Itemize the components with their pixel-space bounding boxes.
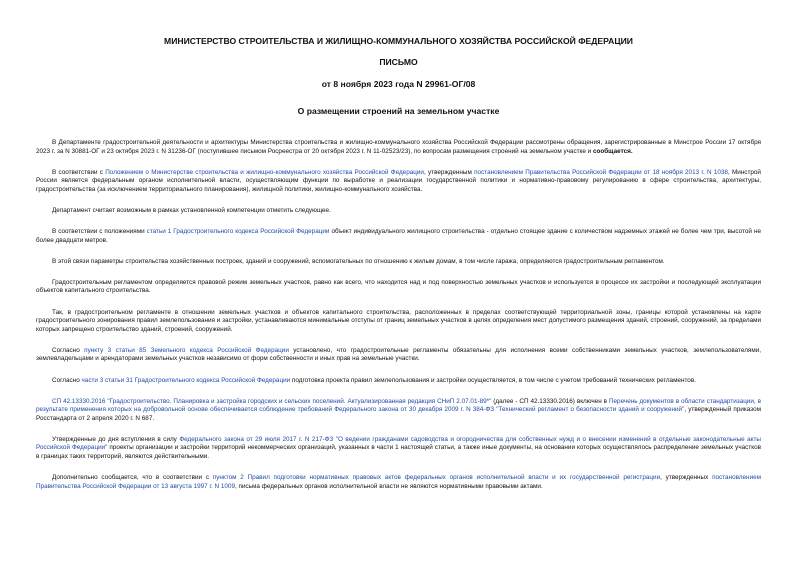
text-run: , письма федеральных органов исполнительной власти не являются нормативными правовыми актами. bbox=[234, 482, 543, 490]
document-link[interactable]: СП 42.13330.2016 bbox=[52, 397, 106, 405]
text-run: В соответствии с положениями bbox=[52, 228, 147, 236]
paragraph-8 bbox=[36, 347, 761, 364]
text-run: (далее - СП 42.13330.2016) включен в bbox=[491, 397, 609, 405]
paragraph-4 bbox=[36, 228, 761, 245]
paragraph-6 bbox=[36, 279, 761, 296]
text-run: Согласно bbox=[52, 376, 82, 384]
text-run: , Минстрой России является федеральным органом исполнительной власти, осуществляющим функции по выработке и реализации государственной политики и нормативно-правовому регулированию в сфере строительства, архитектуры, градостроительства (за исключением территориального планирования), жилищной политики, жилищно-коммунального хозяйства. bbox=[36, 168, 761, 193]
document-link[interactable]: "Градостроительство. Планировка и застройка городских и сельских поселений. Актуализированная редакция СНиП 2.07.01-89*" bbox=[105, 397, 492, 405]
paragraph-2 bbox=[36, 169, 761, 195]
document-link[interactable]: части 3 статьи 31 Градостроительного кодекса Российской Федерации bbox=[81, 376, 291, 384]
document-type: ПИСЬМО bbox=[379, 57, 418, 67]
text-run: В этой связи параметры строительства хозяйственных построек, зданий и сооружений, вспомогательных по отношению к жилым домам, в том числе гаража, определяются градостроительным регламентом. bbox=[52, 257, 665, 265]
paragraph-1 bbox=[36, 139, 761, 156]
text-run: , утвержденный приказом Росстандарта от 2 апреля 2020 г. N 687. bbox=[36, 406, 761, 422]
text-run: установлено, что градостроительные регламенты обязательны для исполнения всеми собственниками земельных участков, землепользователями, землевладельцами и арендаторами земельных участков независимо от форм собственности и иных прав на земельные участки. bbox=[36, 346, 762, 363]
text-run: Утвержденные до дня вступления в силу bbox=[52, 435, 180, 443]
document-link[interactable]: Положением о Министерстве строительства и жилищно-коммунального хозяйства Российской Федерации bbox=[105, 168, 424, 176]
text-run: , утвержденным bbox=[423, 168, 475, 176]
document-link[interactable]: статьи 1 Градостроительного кодекса Российской Федерации bbox=[146, 228, 330, 236]
text-run: подготовка проекта правил землепользования и застройки осуществляется, в том числе с учетом требований технических регламентов. bbox=[290, 376, 696, 384]
text-run: В Департаменте градостроительной деятельности и архитектуры Министерства строительства и жилищно-коммунального хозяйства Российской Федерации рассмотрены обращения, зарегистрированные в Минстрое России 17 октября 2023 г. за N 30881-ОГ и 23 октября 2023 г. N 31236-ОГ (поступившее письмом Росреестра от 20 октября 2023 г. N 11-02523/23), по вопросам размещения строений на земельном участке и bbox=[36, 139, 761, 155]
paragraph-11 bbox=[36, 436, 761, 462]
ministry-heading: МИНИСТЕРСТВО СТРОИТЕЛЬСТВА И ЖИЛИЩНО-КОММУНАЛЬНОГО ХОЗЯЙСТВА РОССИЙСКОЙ ФЕДЕРАЦИИ bbox=[164, 36, 633, 46]
text-run: объект индивидуального жилищного строительства - отдельно стоящее здание с количеством надземных этажей не более чем три, высотой не более двадцати метров. bbox=[36, 228, 761, 244]
document-link[interactable]: пункту 3 статьи 85 Земельного кодекса Российской Федерации bbox=[84, 346, 289, 354]
text-run: , утвержденных bbox=[660, 474, 713, 482]
paragraph-7 bbox=[36, 309, 761, 335]
text-run: Так, в градостроительном регламенте в отношении земельных участков и объектов капитального строительства, расположенных в пределах соответствующей территориальной зоны, границы которой установлены на карте градостроительного зонирования правил землепользования и застройки, устанавливаются минимальные отступы от границ земельных участков в целях определения мест допустимого размещения зданий, строений, сооружений, за пределами которых запрещено строительство зданий, строений, сооружений. bbox=[36, 308, 761, 333]
document-link[interactable]: постановлением Правительства Российской Федерации от 13 августа 1997 г. N 1009 bbox=[36, 474, 761, 490]
paragraph-3 bbox=[36, 207, 761, 216]
paragraph-9 bbox=[36, 377, 761, 386]
text-run: Согласно bbox=[52, 346, 85, 354]
bold-text: сообщается. bbox=[592, 147, 633, 155]
document-date-number: от 8 ноября 2023 года N 29961-ОГ/08 bbox=[321, 79, 476, 89]
document-subject: О размещении строений на земельном участке bbox=[297, 106, 500, 116]
text-run: Дополнительно сообщается, что в соответствии с bbox=[52, 474, 213, 482]
document-body bbox=[36, 139, 761, 491]
text-run: В соответствии с bbox=[52, 168, 106, 176]
text-run: Департамент считает возможным в рамках установленной компетенции отметить следующее. bbox=[52, 206, 331, 214]
paragraph-10 bbox=[36, 398, 761, 424]
document-link[interactable]: пунктом 2 Правил подготовки нормативных правовых актов федеральных органов исполнительной власти и их государственной регистрации bbox=[212, 474, 661, 482]
document-link[interactable]: Перечень документов в области стандартизации, в результате применения которых на добровольной основе обеспечивается соблюдение требований Федерального закона от 30 декабря 2009 г. N 384-ФЗ "Технический регламент о безопасности зданий и сооружений" bbox=[36, 397, 761, 414]
paragraph-5 bbox=[36, 258, 761, 267]
paragraph-12 bbox=[36, 474, 761, 491]
document-link[interactable]: постановлением Правительства Российской Федерации от 18 ноября 2013 г. N 1038 bbox=[474, 168, 728, 176]
document-link[interactable]: Федерального закона от 29 июля 2017 г. N 217-ФЗ "О ведении гражданами садоводства и огородничества для собственных нужд и о внесении изменений в отдельные законодательные акты Российской Федерации" bbox=[36, 435, 761, 452]
text-run: Градостроительным регламентом определяется правовой режим земельных участков, равно как всего, что находится над и под поверхностью земельных участков и используется в процессе их застройки и последующей эксплуатации объектов капитального строительства. bbox=[36, 278, 761, 295]
text-run: проекты организации и застройки территорий некоммерческих организаций, указанных в части 1 настоящей статьи, а также иные документы, на основании которых осуществлялось распределение земельных участков в границах таких территорий, являются действительными. bbox=[36, 444, 761, 461]
